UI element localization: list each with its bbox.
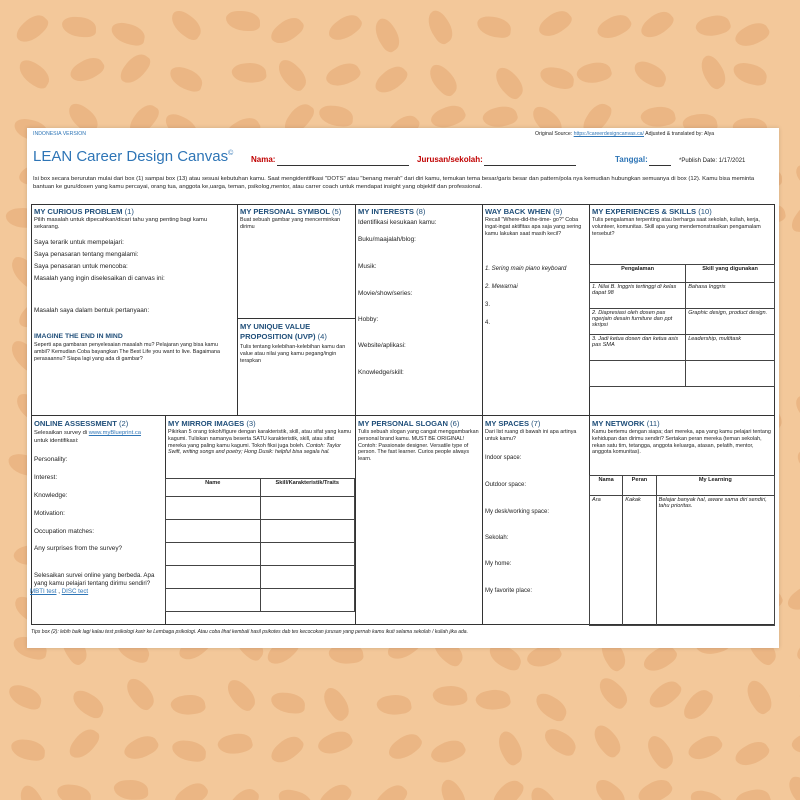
- background-figure: [122, 731, 161, 766]
- background-figure: [741, 677, 777, 716]
- interests-title-text: MY INTERESTS: [358, 207, 414, 216]
- experience-cell[interactable]: 1. Nilai B. Inggris tertinggi di kelas dapat 98: [590, 283, 686, 309]
- table-row: [590, 361, 775, 387]
- background-figure: [640, 104, 677, 131]
- interests-field[interactable]: Knowledge/skill:: [358, 369, 404, 376]
- canvas-document: [27, 128, 779, 648]
- background-figure: [67, 53, 106, 88]
- assessment-desc2: untuk identifikasi:: [34, 438, 79, 444]
- symbol-title: [240, 207, 341, 216]
- wayback-title-text: WAY BACK WHEN: [485, 207, 551, 216]
- background-figure: [6, 682, 44, 711]
- major-field-line[interactable]: [484, 165, 576, 166]
- experiences-col-header: Pengalaman: [590, 265, 686, 283]
- background-figure: [276, 788, 313, 800]
- slogan-title: [358, 419, 459, 428]
- version-label: INDONESIA VERSION: [33, 131, 87, 137]
- background-figure: [732, 736, 771, 771]
- background-figure: [422, 7, 458, 46]
- network-num: (11): [646, 419, 660, 428]
- background-figure: [386, 729, 425, 766]
- assessment-title-text: ONLINE ASSESSMENT: [34, 419, 117, 428]
- assessment-field[interactable]: Interest:: [34, 474, 58, 481]
- spaces-field[interactable]: Indoor space:: [485, 455, 522, 461]
- mirror-cell[interactable]: [166, 497, 261, 520]
- experiences-desc: Tulis pengalaman terpenting atau berharga saat sekolah, kuliah, kerja, volunteer, komunitas. Skill apa yang mendemonstrasikan pengamalam tersebut?: [592, 217, 761, 237]
- background-figure: [536, 6, 575, 43]
- mirror-cell[interactable]: [260, 589, 355, 612]
- mbti-link[interactable]: MBTI test: [30, 588, 57, 595]
- table-row: [166, 497, 355, 520]
- network-col-header: My Learning: [656, 476, 774, 496]
- major-label: Jurusan/sekolah:: [417, 155, 483, 164]
- mirror-cell[interactable]: [260, 497, 355, 520]
- slogan-num: (6): [450, 419, 460, 428]
- table-row: [590, 496, 775, 626]
- assessment-desc: [34, 430, 141, 436]
- network-table: [589, 475, 775, 626]
- background-figure: [372, 780, 410, 800]
- mirror-cell[interactable]: [166, 566, 261, 589]
- background-figure: [539, 66, 575, 90]
- table-row: [590, 283, 775, 309]
- interests-desc: Identifikasi kesukaan kamu:: [358, 219, 437, 226]
- spaces-field[interactable]: Sekolah:: [485, 535, 509, 541]
- symbol-title-text: MY PERSONAL SYMBOL: [240, 207, 330, 216]
- background-figure: [791, 161, 800, 194]
- disc-link[interactable]: DISC tect: [61, 588, 89, 595]
- mirror-col-header: Name: [166, 479, 261, 497]
- background-figure: [167, 64, 206, 94]
- background-figure: [638, 6, 677, 44]
- background-figure: [270, 692, 305, 714]
- wayback-item[interactable]: 3.: [485, 302, 491, 308]
- background-figure: [224, 784, 261, 800]
- network-title-text: MY NETWORK: [592, 419, 645, 428]
- assessment-field[interactable]: Motivation:: [34, 510, 65, 517]
- background-figure: [268, 731, 307, 769]
- table-row: [590, 309, 775, 335]
- background-figure: [785, 580, 800, 617]
- experience-cell[interactable]: 3. Jadi ketua dosen dan ketua asis pas SMA: [590, 335, 686, 361]
- background-figure: [796, 304, 800, 342]
- experiences-col-header: Skill yang digunakan: [686, 265, 775, 283]
- background-figure: [575, 59, 613, 88]
- publish-date: *Publish Date: 1/17/2021: [679, 158, 746, 164]
- background-figure: [323, 58, 362, 92]
- symbol-desc: Buat sebuah gambar yang mencerminkan dirimu: [240, 217, 341, 230]
- network-role-cell[interactable]: Kakak: [623, 496, 656, 626]
- mirror-desc-text: Pikirkan 5 orang tokoh/figure dengan karakteristik, skill, atau sifat yang kamu kagumi. Tuliskan namanya beserta SATU karakteristik, skill, atau sifat mereka yang paling kamu kagumi. Tokoh fiksi juga boleh.: [168, 429, 352, 449]
- adapted-by: Adjusted & translated by: Alya: [644, 131, 715, 137]
- background-figure: [66, 725, 102, 764]
- background-figure: [793, 50, 800, 89]
- table-row: [590, 335, 775, 361]
- name-field-line[interactable]: [277, 165, 409, 166]
- skill-cell[interactable]: Bahasa Inggris: [686, 283, 775, 309]
- background-figure: [372, 61, 410, 99]
- assessment-more: Selesaikan survei online yang berbeda. Apa yang kamu pelajari tentang dirimu sendiri?: [34, 572, 155, 587]
- network-desc: Kamu bertemu dengan siapa; dari mereka, apa yang kamu pelajari tentang kehidupan dan dirimu sendiri? Sertakan peran mereka (teman sekolah, rekan satu tim, tetangga, anggota keluarga, atasan, pelatih, mentor, anggota komunitas).: [592, 429, 771, 456]
- curious-field[interactable]: Saya penasaran untuk mencoba:: [34, 263, 128, 270]
- background-figure: [489, 775, 526, 800]
- background-figure: [267, 12, 306, 49]
- background-figure: [631, 59, 670, 90]
- intro-text: Isi box secara berurutan mulai dari box (1) sampai box (13) atau sesuai kebutuhan kamu. Saat mengidentifikasi "DOTS" atau "benang merah" dari diri kamu, temukan tema besar/garis besar dan pattern/pola nya kemudian hubungkan semuanya di box (12). Kamu bisa meminta bantuan ke guru/dosen yang kamu percayai, orang tua, anggota ke,uarga, teman, psikolog,mentor, atau carrer coach untuk mendapat insight yang objektif dan professional.: [33, 176, 755, 190]
- background-figure: [789, 199, 800, 238]
- background-figure: [121, 675, 160, 713]
- table-row: [166, 520, 355, 543]
- background-figure: [694, 11, 733, 41]
- background-figure: [273, 56, 312, 93]
- background-figure: [318, 105, 353, 127]
- interests-field[interactable]: Movie/show/series:: [358, 290, 413, 297]
- experiences-title: [592, 207, 712, 216]
- mirror-desc: [168, 429, 352, 456]
- background-figure: [594, 10, 633, 45]
- slogan-desc: Tulis sebuah slogan yang cangat menggambarkan personal brand kamu. MUST BE ORIGINAL! Contoh: Passionate designer. Versatile type of person. The fast learner. Curios people always learn.: [358, 429, 479, 463]
- mirror-cell[interactable]: [166, 589, 261, 612]
- table-row: [166, 589, 355, 612]
- spaces-num: (7): [531, 419, 541, 428]
- background-figure: [588, 722, 626, 760]
- experiences-num: (10): [698, 207, 712, 216]
- background-figure: [10, 738, 46, 761]
- background-figure: [315, 727, 354, 760]
- col-divider: [355, 204, 356, 625]
- background-figure: [428, 735, 467, 768]
- source-link[interactable]: https://careerdesigncanvas.ca/: [573, 131, 644, 137]
- interests-num: (8): [416, 207, 426, 216]
- background-figure: [532, 690, 571, 724]
- uvp-num: (4): [317, 332, 327, 341]
- background-figure: [13, 10, 51, 48]
- date-label: Tanggal:: [615, 155, 648, 164]
- curious-field[interactable]: Saya terarik untuk mempelajari:: [34, 239, 124, 246]
- background-figure: [688, 789, 726, 800]
- spaces-desc: Dari list ruang di bawah ini apa artinya untuk kamu?: [485, 429, 577, 442]
- assessment-desc-text: Selesaikan survey di: [34, 430, 89, 436]
- background-figure: [796, 345, 800, 379]
- curious-num: (1): [124, 207, 134, 216]
- background-figure: [317, 685, 354, 724]
- uvp-divider: [237, 318, 355, 319]
- background-figure: [376, 693, 413, 718]
- myblueprint-link[interactable]: www.myBlueprint.ca: [88, 430, 141, 436]
- curious-field[interactable]: Saya penasaran tentang mengalami:: [34, 251, 139, 258]
- curious-question-field[interactable]: Masalah saya dalam bentuk pertanyaan:: [34, 307, 150, 314]
- background-figure: [591, 776, 630, 800]
- spaces-field[interactable]: My favorite place:: [485, 588, 533, 594]
- interests-title: [358, 207, 425, 216]
- wayback-item[interactable]: 4.: [485, 320, 491, 326]
- name-label: Nama:: [251, 155, 276, 164]
- wayback-desc: Recall "Where-did-the-time- go?" Coba ingat-ingat aktifitas apa saja yang sering kamu lakukan saat masih kecil?: [485, 217, 582, 237]
- spaces-field[interactable]: Outdoor space:: [485, 482, 527, 488]
- background-figure: [790, 728, 800, 758]
- background-figure: [326, 9, 365, 46]
- spaces-title: [485, 419, 540, 428]
- background-figure: [492, 728, 527, 767]
- background-figure: [641, 732, 678, 771]
- assessment-field[interactable]: Any surprises from the survey?: [34, 545, 123, 552]
- mirror-cell[interactable]: [260, 566, 355, 589]
- spaces-field[interactable]: My home:: [485, 561, 512, 567]
- row-divider: [31, 415, 775, 416]
- network-title: [592, 419, 660, 428]
- background-figure: [68, 688, 107, 722]
- curious-title-text: MY CURIOUS PROBLEM: [34, 207, 123, 216]
- uvp-desc: Tulis tentang kelebihan-kelebihan kamu dan value atau nilai yang kamu pegang/ingin terapkan: [240, 344, 346, 364]
- background-figure: [113, 779, 148, 800]
- source-label: Original Source:: [535, 131, 574, 137]
- symbol-num: (5): [332, 207, 342, 216]
- date-field-line[interactable]: [649, 165, 671, 166]
- background-figure: [635, 774, 674, 800]
- link-separator: ,: [56, 588, 62, 595]
- background-figure: [794, 630, 800, 667]
- title-text: LEAN Career Design Canvas: [33, 148, 229, 165]
- background-figure: [791, 392, 800, 428]
- background-figure: [646, 676, 684, 714]
- background-figure: [62, 17, 96, 38]
- col-divider: [482, 204, 483, 625]
- mirror-cell[interactable]: [260, 520, 355, 543]
- background-figure: [695, 53, 731, 92]
- background-figure: [172, 778, 211, 800]
- assessment-field[interactable]: Knowledge:: [34, 492, 68, 499]
- wayback-item[interactable]: 1. Sering main piano keyboard: [485, 266, 567, 272]
- table-row: [166, 543, 355, 566]
- spaces-title-text: MY SPACES: [485, 419, 530, 428]
- mirror-example: Contoh: Taylor Swift, writing songs and poetry; Hong Dusik: helpful bisa segala hal.: [168, 442, 341, 456]
- background-figure: [117, 50, 153, 89]
- mirror-title-text: MY MIRROR IMAGES: [168, 419, 245, 428]
- source-info: [535, 131, 714, 138]
- background-figure: [525, 784, 563, 800]
- background-figure: [14, 783, 50, 800]
- background-figure: [732, 61, 769, 87]
- background-figure: [424, 61, 463, 99]
- background-figure: [56, 783, 92, 800]
- mirror-cell[interactable]: [166, 520, 261, 543]
- background-figure: [476, 15, 512, 38]
- network-learning-cell[interactable]: Belajar banyak hal, aware sama diri sendiri, tahu prioritas.: [656, 496, 774, 626]
- background-figure: [593, 674, 632, 711]
- mirror-table: [165, 478, 355, 612]
- test-links: [30, 588, 88, 595]
- interests-field[interactable]: Website/aplikasi:: [358, 342, 406, 349]
- experiences-table: [589, 264, 775, 387]
- background-figure: [732, 17, 771, 52]
- spaces-field[interactable]: My desk/working space:: [485, 509, 550, 515]
- assessment-title: [34, 419, 128, 428]
- experiences-title-text: MY EXPERIENCES & SKILLS: [592, 207, 697, 216]
- background-figure: [435, 776, 471, 800]
- slogan-title-text: MY PERSONAL SLOGAN: [358, 419, 449, 428]
- skill-cell[interactable]: Leadership, multitask: [686, 335, 775, 361]
- experience-cell[interactable]: 2. Diapresiasi oleh dosen pas ngerjain desain furniture dan ppt skripsi: [590, 309, 686, 335]
- background-figure: [222, 676, 261, 713]
- background-figure: [541, 726, 580, 758]
- background-figure: [167, 7, 206, 43]
- interests-field[interactable]: Musik:: [358, 263, 377, 270]
- background-figure: [490, 64, 529, 102]
- background-figure: [681, 685, 716, 724]
- footer-tip: Tips box (2): lebih baik lagi kalau test psikologi karir ke Lembaga psikologi. Atau coba lihat kembali hasil psikotes dab tes kecocokan jurusan yang pernah kamu ikuti selama sekolah / kuliah jika ada.: [31, 629, 468, 635]
- experience-cell[interactable]: [590, 361, 686, 387]
- mirror-num: (3): [246, 419, 256, 428]
- col-divider: [237, 204, 238, 415]
- assessment-num: (2): [118, 419, 129, 428]
- mirror-col-header: Skill/Karakteristik/Traits: [260, 479, 355, 497]
- table-row: [166, 566, 355, 589]
- skill-cell[interactable]: Graphic design, product design.: [686, 309, 775, 335]
- background-figure: [432, 684, 468, 708]
- network-col-header: Nama: [590, 476, 623, 496]
- background-figure: [369, 15, 405, 54]
- background-figure: [315, 779, 354, 800]
- curious-desc: Pilih masalah untuk dipecahkan/dicari tahu yang penting bagi kamu sekarang.: [34, 217, 208, 230]
- uvp-title: [240, 322, 352, 342]
- mirror-cell[interactable]: [166, 543, 261, 566]
- interests-field[interactable]: Buku/maajalah/blog:: [358, 236, 416, 243]
- background-figure: [734, 785, 773, 800]
- assessment-field[interactable]: Personality:: [34, 456, 68, 463]
- background-figure: [216, 730, 254, 758]
- background-figure: [685, 731, 724, 766]
- wayback-num: (9): [552, 207, 563, 216]
- network-col-header: Peran: [623, 476, 656, 496]
- skill-cell[interactable]: [686, 361, 775, 387]
- wayback-item[interactable]: 2. Mewarnai: [485, 284, 518, 290]
- uvp-title-text: MY UNIQUE VALUE PROPOSITION (UVP): [240, 322, 316, 341]
- assessment-field[interactable]: Occupation matches:: [34, 528, 95, 535]
- mirror-title: [168, 419, 256, 428]
- background-figure: [794, 447, 800, 479]
- imagine-desc: Seperti apa gambaran penyelesaian masalah mu? Pelajaran yang bisa kamu ambil? Kemudian Coba bayangkan The Best Life you want to live. Bagaimana perasaannu? Siapa lagi yang ada di gambar?: [34, 342, 220, 362]
- page-title: [33, 148, 233, 165]
- background-figure: [475, 687, 512, 713]
- background-figure: [783, 773, 800, 800]
- background-figure: [170, 692, 207, 718]
- curious-title: [34, 207, 134, 216]
- background-figure: [109, 21, 146, 47]
- network-name-cell[interactable]: Ara: [590, 496, 623, 626]
- wayback-title: [485, 207, 562, 216]
- background-figure: [171, 739, 207, 762]
- background-figure: [231, 61, 267, 85]
- background-figure: [226, 11, 260, 31]
- mirror-cell[interactable]: [260, 543, 355, 566]
- interests-field[interactable]: Hobby:: [358, 316, 379, 323]
- trademark-mark: ©: [228, 150, 234, 157]
- imagine-title: IMAGINE THE END IN MIND: [34, 333, 123, 340]
- curious-field[interactable]: Masalah yang ingin diselesaikan di canvas ini:: [34, 275, 165, 282]
- background-figure: [14, 57, 53, 92]
